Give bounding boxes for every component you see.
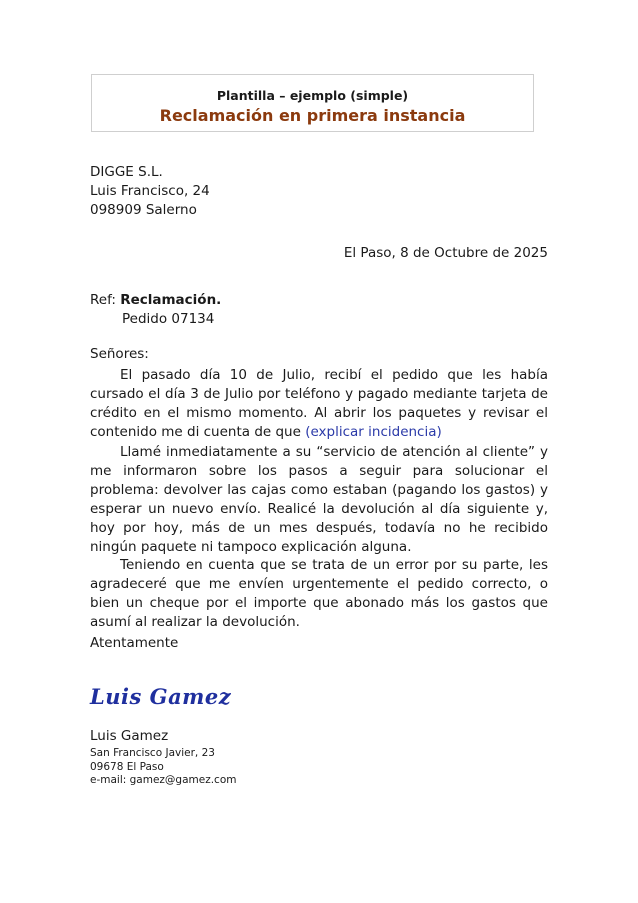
- signature-cursive: Luis Gamez: [90, 684, 232, 709]
- signature-contact: [90, 747, 548, 788]
- reference-order: Pedido 07134: [122, 311, 215, 327]
- greeting: Señores:: [90, 346, 149, 362]
- paragraph-2: Llamé inmediatamente a su “servicio de atención al cliente” y me informaron sobre los pasos a seguir para solucionar el problema: devolver las cajas como estaban (pagando los gastos) y esperar un nuevo envío. Realicé la devolución al día siguiente y, hoy por hoy, más de un mes después, todavía no he recibido ningún paquete ni tampoco explicación alguna.: [90, 444, 548, 555]
- closing: Atentamente: [90, 635, 179, 651]
- reference-block: [90, 291, 548, 329]
- place-date: El Paso, 8 de Octubre de 2025: [343, 245, 548, 261]
- signature-email: e-mail: gamez@gamez.com: [90, 774, 237, 786]
- header-title: Reclamación en primera instancia: [159, 106, 466, 125]
- reference-label: Ref:: [90, 292, 116, 308]
- signature-name: Luis Gamez: [90, 728, 169, 744]
- paragraph-1-text: El pasado día 10 de Julio, recibí el pedido que les había cursado el día 3 de Julio por teléfono y pagado mediante tarjeta de crédito en el mismo momento. Al abrir los paquetes y revisar el contenido me di cuenta de que: [90, 367, 548, 440]
- recipient-address: [90, 163, 548, 220]
- paragraph-3: Teniendo en cuenta que se trata de un error por su parte, les agradeceré que me envíen urgentemente el pedido correcto, o bien un cheque por el importe que abonado más los gastos que asumí al realizar la devolución.: [90, 557, 548, 630]
- signature-address: San Francisco Javier, 23: [90, 747, 215, 759]
- recipient-street: Luis Francisco, 24: [90, 183, 210, 199]
- paragraph-1: [90, 366, 548, 442]
- recipient-company: DIGGE S.L.: [90, 164, 163, 180]
- recipient-city: 098909 Salerno: [90, 202, 197, 218]
- header-subtitle: Plantilla – ejemplo (simple): [216, 88, 409, 103]
- incident-placeholder: (explicar incidencia): [305, 424, 442, 440]
- reference-subject: Reclamación.: [120, 292, 222, 308]
- header-box: [91, 74, 534, 132]
- signature-city: 09678 El Paso: [90, 760, 164, 773]
